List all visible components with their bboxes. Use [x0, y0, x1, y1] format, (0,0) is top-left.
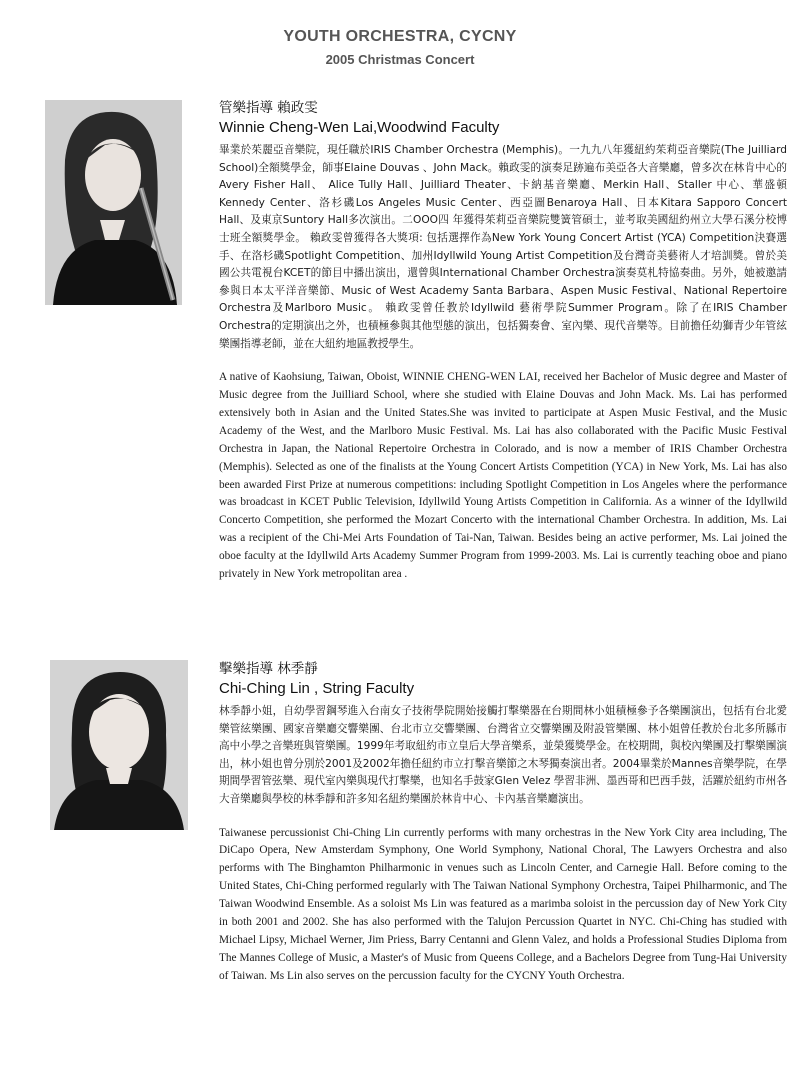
faculty-photo-percussion: [50, 660, 188, 830]
faculty-name: Winnie Cheng-Wen Lai,Woodwind Faculty: [219, 119, 500, 136]
bio-paragraph-english: A native of Kaohsiung, Taiwan, Oboist, WINNIE CHENG-WEN LAI, received her Bachelor of Music degree and Master of Music degree from the Juilliard School, where she studied with Elaine Douvas and John Mack. Ms. Lai has performed extensively both in Asian and the United States.She was invited to participate at Aspen Music Festival, and the Music Academy of the West, and the Marlboro Music Festival. Ms. Lai has also collaborated with the Pacific Music Festival Orchestra in Japan, the National Repertoire Orchestra in Colorado, and is now a member of IRIS Chamber Orchestra (Memphis). Selected as one of the finalists at the Young Concert Artists Competition (YCA) in New York, Ms. Lai has also been awarded First Prize at numerous competitions: including Spotlight Competition in Los Angeles where the performance was broadcast in KCET Public Television, Idyllwild Young Artists Competition in California. As a winner of the Idyllwild Concerto Competition, she performed the Mozart Concerto with the international Chamber Orchestra. In addition, Ms. Lai was a recipient of the Chi-Mei Arts Foundation of Tai-Nan, Taiwan. Besides being an active performer, Ms. Lai joined the oboe faculty at the Idyllwild Arts Academy Summer Program from 1999-2003. Ms. Lai is currently teaching oboe and piano privately in New York metropolitan area .: [219, 371, 787, 581]
faculty-role-chinese: 管樂指導 賴政雯: [219, 100, 318, 116]
faculty-photo-woodwind: [45, 100, 182, 305]
page-title: YOUTH ORCHESTRA, CYCNY: [283, 28, 517, 45]
page-subtitle: 2005 Christmas Concert: [325, 52, 475, 67]
faculty-bio-woodwind: [219, 96, 787, 584]
bio-paragraph-chinese: 林季靜小姐，自幼學習鋼琴進入台南女子技術學院開始接觸打擊樂器在台期間林小姐積極參予各樂團演出，包括有台北愛樂管絃樂團、國家音樂廳交響樂團、台北市立交響樂團、台灣省立交響樂團及附設管樂團、林小姐曾任教於台北多所縣市高中小學之音樂班與管樂團。1999年考取紐約市立皇后大學音樂系，並榮獲獎學金。在校期間，與校內樂團及打擊樂團演出，林小姐也曾分別於2001及2002年擔任紐約市立打擊音樂節之木琴獨奏演出者。2004畢業於Mannes音樂學院，在學期間學習管弦樂、現代室內樂與現代打擊樂，也知名手鼓家Glen Velez 學習非洲、墨西哥和巴西手鼓，活躍於紐約市州各大音樂廳與學校的林季靜和許多知名紐約樂團於林肯中心、卡內基音樂廳演出。: [219, 705, 787, 805]
faculty-name: Chi-Ching Lin , String Faculty: [219, 680, 415, 697]
faculty-role-chinese: 擊樂指導 林季靜: [219, 661, 318, 677]
bio-paragraph-chinese: 畢業於茱麗亞音樂院，現任職於IRIS Chamber Orchestra (Memphis)。一九九八年獲紐約茱莉亞音樂院(The Juilliard School)全額獎學金，師事Elaine Douvas 、John Mack。賴政雯的演奏足跡遍布美亞各大音樂廳，曾多次在林肯中心的Avery Fisher Hall、 Alice Tully Hall、Juilliard Theater、卡納基音樂廳、Merkin Hall、Staller 中心、華盛頓Kennedy Center、洛杉磯Los Angeles Music Center、西亞圖Benaroya Hall、日本Kitara Sapporo Concert Hall、及東京Suntory Hall多次演出。二OOO四 年獲得茱莉亞音樂院雙簧管碩士，並考取美國紐約州立大學石溪分校博士班全額獎學金。 賴政雯曾獲得各大獎項: 包括選擇作為New York Young Concert Artist (YCA) Competition決賽選手、在洛杉磯Spotlight Competition、加州Idyllwild Young Artist Competition及台灣奇美藝術人才培訓獎。曾於美國公共電視台KCET的節目中播出演出，還曾與International Chamber Orchestra演奏莫札特協奏曲。另外，她被邀請參與日本太平洋音樂節、Music of West Academy Santa Barbara、Aspen Music Festival、National Repertoire Orchestra及Marlboro Music。 賴政雯曾任教於Idyllwild 藝術學院Summer Program。除了在IRIS Chamber Orchestra的定期演出之外，也積極參與其他型態的演出，包括獨奏會、室內樂、現代音樂等。目前擔任幼獅青少年管絃樂團指導老師，並在大紐約地區教授學生。: [219, 144, 787, 350]
page-header: [0, 28, 800, 67]
faculty-bio-percussion: [219, 657, 787, 986]
bio-paragraph-english: Taiwanese percussionist Chi-Ching Lin currently performs with many orchestras in the New York City area including, The DiCapo Opera, New Amsterdam Symphony, One World Symphony, National Choral, The Lawyers Orchestra and also performs with The Binghamton Philharmonic in venues such as Lincoln Center, and Carnegie Hall. Before coming to the United States, Chi-Ching performed regularly with The Taiwan National Symphony Orchestra, Taipei Philharmonic, and The Taiwan Woodwind Ensemble. As a soloist Ms Lin was featured as a marimba soloist in the percussion day of New York City in both 2001 and 2002. She has also performed with the Talujon Percussion Quartet in NYC. Chi-Ching has studied with Michael Lipsy, Michael Werner, Jim Priess, Barry Centanni and Glenn Valez, and holds a Professional Studies Diploma from The Mannes College of Music, a Master's of Music from Queens College, and a Bachelors Degree from Tung-Hai University of Taiwan. Ms Lin also serves on the percussion faculty for the CYCNY Youth Orchestra.: [219, 826, 787, 982]
